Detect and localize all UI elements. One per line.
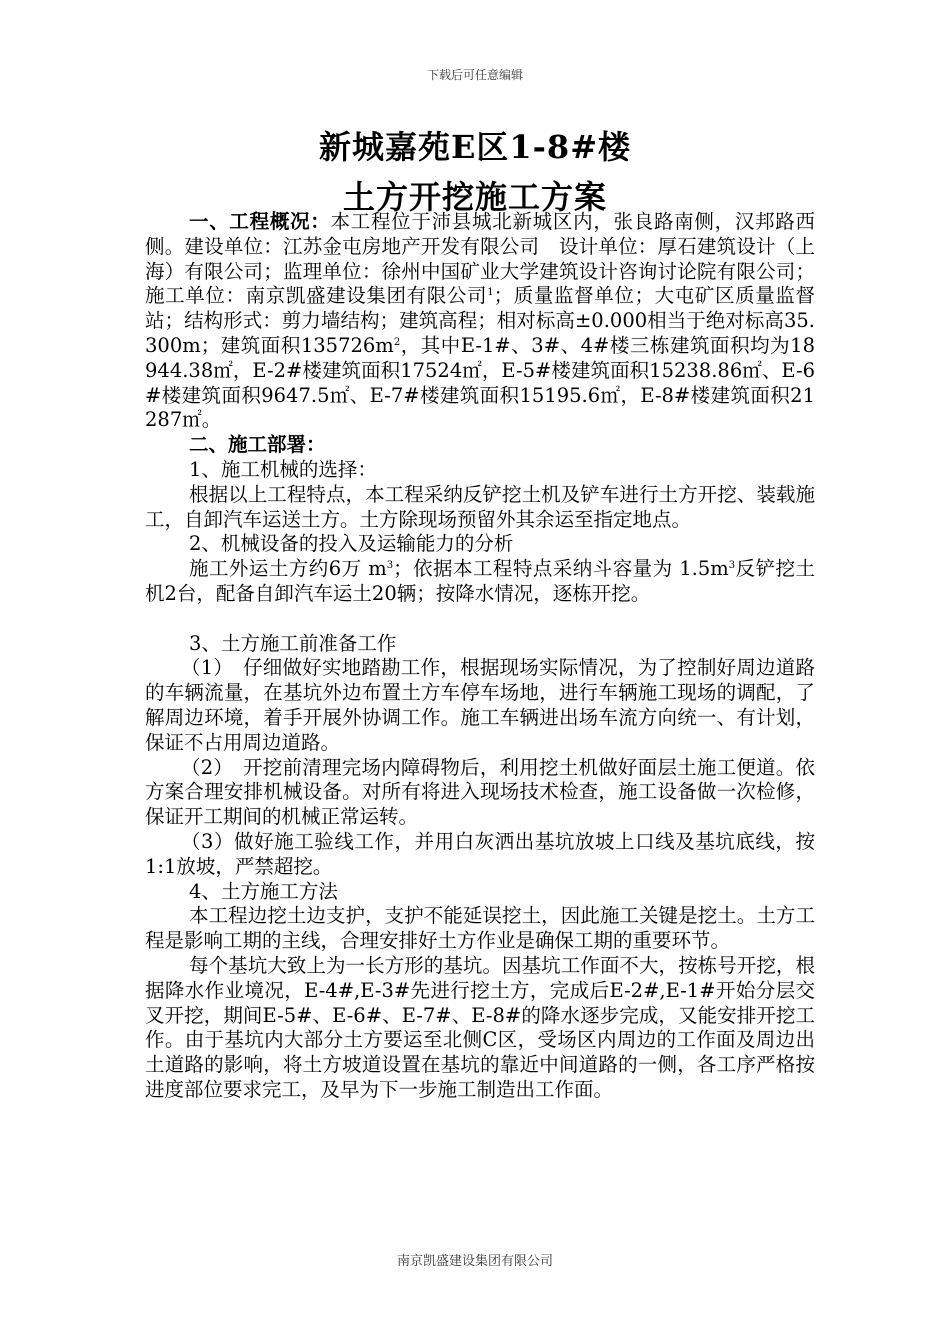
- document-body: [145, 210, 815, 1103]
- footer-company: 南京凯盛建设集团有限公司: [396, 1254, 553, 1269]
- paragraph-text: 反铲挖土机2台，配备自卸汽车运土20辆；按降水情况，逐栋开挖。: [145, 557, 815, 605]
- paragraph: 每个基坑大致上为一长方形的基坑。因基坑工作面不大，按栋号开挖，根据降水作业境况，E-4#,E-3#先进行挖土方，完成后E-2#,E-1#开始分层交叉开挖，期间E-5#、E-6#、E-7#、E-8#的降水逐步完成，又能安排开挖工作。由于基坑内大部分土方要运至北侧C区，受场区内周边的工作面及周边出土道路的影响，将土方坡道设置在基坑的靠近中间道路的一侧，各工序严格按进度部位要求完工，及早为下一步施工制造出工作面。: [145, 953, 815, 1101]
- footnote-mark: 1: [487, 287, 494, 299]
- section-heading: 一、工程概况：: [189, 210, 331, 233]
- subsection-title: 3、土方施工前准备工作: [189, 631, 397, 655]
- superscript: 3: [386, 560, 394, 572]
- paragraph: （3）做好施工验线工作，并用白灰洒出基坑放坡上口线及基坑底线，按1:1放坡，严禁超挖。: [145, 829, 815, 878]
- paragraph-text: 施工外运土方约6万 m: [189, 557, 387, 581]
- superscript: 2: [393, 336, 401, 348]
- document-title-line2: 土方开挖施工方案: [342, 178, 607, 216]
- paragraph: 根据以上工程特点，本工程采纳反铲挖土机及铲车进行土方开挖、装载施工，自卸汽车运送土方。土方除现场预留外其余运至指定地点。: [145, 482, 815, 531]
- paragraph-text: ；依据本工程特点采纳斗容量为 1.5m: [393, 557, 729, 581]
- section-heading: 二、施工部署：: [189, 433, 326, 457]
- paragraph: （2） 开挖前清理完场内障碍物后，利用挖土机做好面层土施工便道。依方案合理安排机械设备。对所有将进入现场技术检查，施工设备做一次检修，保证开工期间的机械正常运转。: [145, 755, 815, 829]
- subsection-title: 1、施工机械的选择：: [189, 457, 377, 481]
- subsection-title: 2、机械设备的投入及运输能力的分析: [189, 532, 514, 556]
- section-project-overview: [145, 210, 815, 433]
- paragraph: （1） 仔细做好实地踏勘工作，根据现场实际情况，为了控制好周边道路的车辆流量，在基坑外边布置土方车停车场地，进行车辆施工现场的调配，了解周边环境，着手开展外协调工作。施工车辆进出场车流方向统一、有计划，保证不占用周边道路。: [145, 656, 815, 754]
- subsection-title: 4、土方施工方法: [189, 879, 338, 903]
- blank-line: [145, 607, 815, 632]
- document-title-line1: 新城嘉苑E区1-8#楼: [318, 128, 632, 166]
- paragraph: [145, 557, 815, 607]
- paragraph-text: 本工程位于沛县城北新城区内，张良路南侧，汉邦路西侧。建设单位：江苏金屯房地产开发有限公司 设计单位：厚石建筑设计（上海）有限公司；监理单位：徐州中国矿业大学建筑设计咨询讨论院有限公司；施工单位：南京凯盛建设集团有限公司: [145, 210, 815, 308]
- header-note: 下载后可任意编辑: [426, 68, 523, 82]
- superscript: 3: [728, 560, 736, 572]
- paragraph: 本工程边挖土边支护，支护不能延误挖土，因此施工关键是挖土。土方工程是影响工期的主线，合理安排好土方作业是确保工期的重要环节。: [145, 904, 815, 953]
- paragraph-text: ，其中E-1#、3#、4#楼三栋建筑面积均为18944.38㎡，E-2#楼建筑面积17524㎡，E-5#楼建筑面积15238.86㎡、E-6#楼建筑面积9647.5㎡、E-7#楼建筑面积15195.6㎡，E-8#楼建筑面积21287㎡。: [145, 333, 815, 432]
- paragraph-text: ；质量监督单位；大屯矿区质量监督站；结构形式：剪力墙结构；建筑高程；相对标高±0.000相当于绝对标高35.300m；建筑面积135726m: [145, 284, 815, 357]
